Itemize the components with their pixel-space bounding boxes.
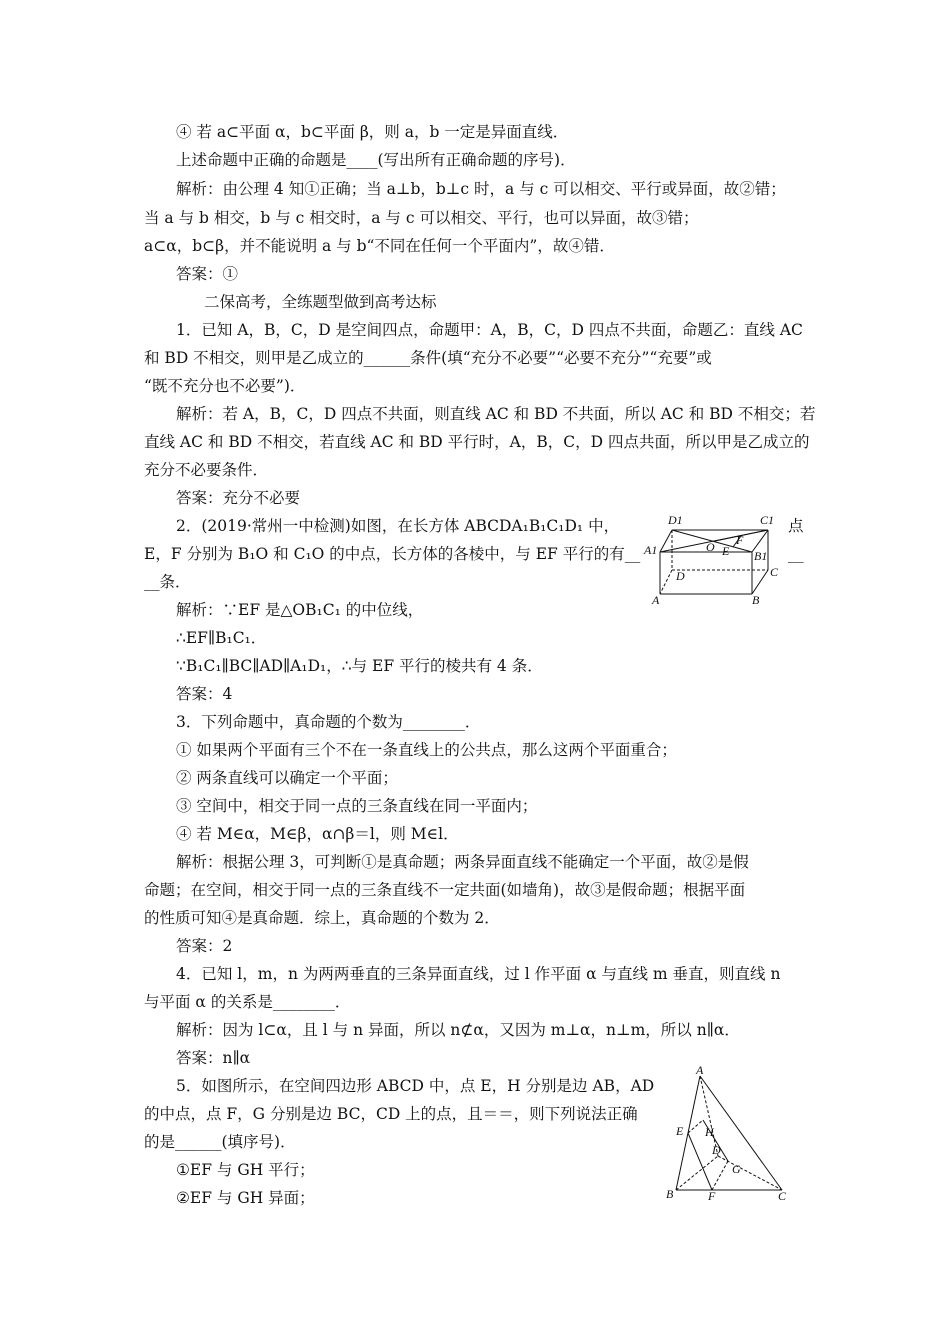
text-line: 当 a 与 b 相交，b 与 c 相交时，a 与 c 可以相交、平行，也可以异面，故③错； xyxy=(144,209,699,227)
text-line: 与平面 α 的关系是________． xyxy=(144,993,351,1011)
text-line: 充分不必要条件． xyxy=(144,461,269,479)
text-line: ∴EF∥B₁C₁． xyxy=(176,629,267,647)
figure-label: A xyxy=(696,1066,704,1077)
figure-label: B xyxy=(666,1187,674,1201)
text-line: 3．下列命题中，真命题的个数为________． xyxy=(176,713,481,731)
figure-label: C1 xyxy=(760,513,775,527)
text-line: 4．已知 l，m，n 为两两垂直的三条异面直线，过 l 作平面 α 与直线 m 垂直，则直线 n xyxy=(176,965,781,983)
text-line: ④ 若 a⊂平面 α，b⊂平面 β，则 a，b 一定是异面直线． xyxy=(176,123,569,141)
text-line: __ xyxy=(788,545,804,563)
text-line: 5．如图所示，在空间四边形 ABCD 中，点 E，H 分别是边 AB，AD xyxy=(176,1077,655,1095)
text-line: 的是______(填序号)． xyxy=(144,1133,296,1151)
figure-label: G xyxy=(732,1162,741,1176)
text-line: __条． xyxy=(144,573,191,591)
text-line: 2．(2019·常州一中检测)如图，在长方体 ABCDA₁B₁C₁D₁ 中， xyxy=(176,517,620,535)
text-line: ④ 若 M∈α，M∈β，α∩β＝l，则 M∈l． xyxy=(176,825,459,843)
text-line: 直线 AC 和 BD 不相交，若直线 AC 和 BD 平行时，A，B，C，D 四点共面，所以甲是乙成立的 xyxy=(144,433,810,451)
text-line: 命题；在空间，相交于同一点的三条直线不一定共面(如墙角)，故③是假命题；根据平面 xyxy=(144,881,746,899)
figure-label: E xyxy=(722,544,730,558)
text-line: ① 如果两个平面有三个不在一条直线上的公共点，那么这两个平面重合； xyxy=(176,741,677,759)
figure-label: E xyxy=(676,1124,684,1138)
text-line: 解析：因为 l⊂α，且 l 与 n 异面，所以 n⊄α，又因为 m⊥α，n⊥m，所以 n∥α． xyxy=(176,1021,740,1039)
text-line: ①EF 与 GH 平行； xyxy=(176,1161,315,1179)
text-line: 1．已知 A，B，C，D 是空间四点，命题甲：A，B，C，D 四点不共面，命题乙：直线 AC xyxy=(176,321,803,339)
text-line: 答案：充分不必要 xyxy=(176,489,301,507)
text-line: 答案：4 xyxy=(176,685,233,703)
text-line: 答案：2 xyxy=(176,937,233,955)
figure-label: A xyxy=(652,593,660,607)
figure-label: D xyxy=(712,1143,721,1157)
figure-label: A1 xyxy=(644,543,658,557)
text-line: 解析：若 A，B，C，D 四点不共面，则直线 AC 和 BD 不共面，所以 AC 和 BD 不相交；若 xyxy=(176,405,816,423)
figure-label: F xyxy=(736,533,744,547)
text-line: ②EF 与 GH 异面； xyxy=(176,1189,315,1207)
figure-label: B xyxy=(752,593,760,607)
text-line: ③ 空间中，相交于同一点的三条直线在同一平面内； xyxy=(176,797,538,815)
figure-label: O xyxy=(706,540,715,554)
text-line: 上述命题中正确的命题是____(写出所有正确命题的序号)． xyxy=(176,151,576,169)
figure-label: C xyxy=(770,565,779,579)
figure-label: C xyxy=(778,1189,787,1203)
text-line: a⊂α，b⊂β，并不能说明 a 与 b“不同在任何一个平面内”，故④错． xyxy=(144,237,615,255)
text-line: E，F 分别为 B₁O 和 C₁O 的中点，长方体的各棱中，与 EF 平行的有__ xyxy=(144,545,641,563)
figure-label: D1 xyxy=(668,513,683,527)
text-line: ② 两条直线可以确定一个平面； xyxy=(176,769,398,787)
text-line: 和 BD 不相交，则甲是乙成立的______条件(填“充分不必要”“必要不充分”“充要”或 xyxy=(144,349,712,367)
text-line: 的性质可知④是真命题．综上，真命题的个数为 2． xyxy=(144,909,500,927)
text-line: 点 xyxy=(788,517,804,535)
figure-label: D xyxy=(676,569,685,583)
text-line: 答案：① xyxy=(176,265,239,283)
text-line: ∵B₁C₁∥BC∥AD∥A₁D₁，∴与 EF 平行的棱共有 4 条． xyxy=(176,657,543,675)
text-line: 解析：根据公理 3，可判断①是真命题；两条异面直线不能确定一个平面，故②是假 xyxy=(176,853,749,871)
figure-label: F xyxy=(708,1189,716,1203)
text-line: 答案：n∥α xyxy=(176,1049,251,1067)
tetrahedron-figure xyxy=(660,1066,795,1206)
figure-label: H xyxy=(705,1125,714,1139)
text-line: 解析：由公理 4 知①正确；当 a⊥b，b⊥c 时，a 与 c 可以相交、平行或异面，故②错； xyxy=(176,180,786,198)
figure-label: B1 xyxy=(754,549,768,563)
text-line: 解析：∵EF 是△OB₁C₁ 的中位线， xyxy=(176,601,424,619)
section-heading: 二保高考，全练题型做到高考达标 xyxy=(204,293,437,311)
text-line: “既不充分也不必要”)． xyxy=(144,377,306,395)
text-line: 的中点，点 F，G 分别是边 BC，CD 上的点，且＝＝，则下列说法正确 xyxy=(144,1105,638,1123)
cuboid-figure xyxy=(640,508,785,608)
